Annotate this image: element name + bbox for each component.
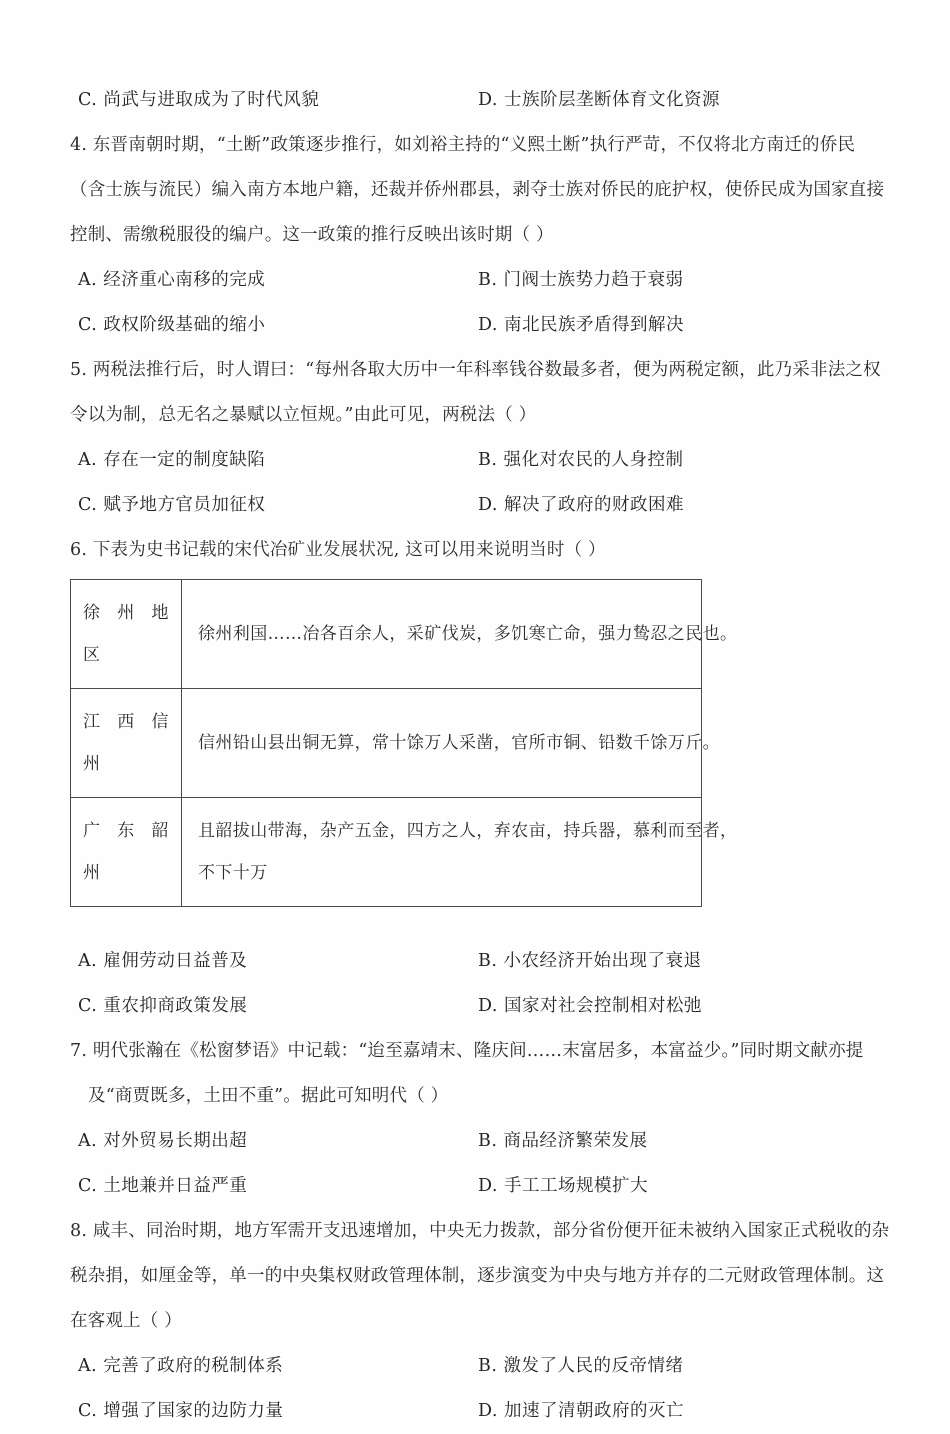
table-options-spacer [70, 917, 880, 939]
question-6-options-row-1 [70, 939, 880, 984]
question-5-option-d: D. 解决了政府的财政困难 [478, 495, 685, 515]
question-4-option-c: C. 政权阶级基础的缩小 [78, 315, 266, 335]
question-8-options-row-2 [70, 1389, 880, 1434]
option-c: C. 尚武与进取成为了时代风貌 [78, 90, 320, 110]
region-1-line-1: 徐州地 [83, 603, 169, 623]
question-6-option-b: B. 小农经济开始出现了衰退 [478, 951, 702, 971]
question-8-line-1: 8. 咸丰、同治时期，地方军需开支迅速增加，中央无力拨款，部分省份便开征未被纳入国家正式税收的杂 [70, 1221, 890, 1241]
quote-3-line-2: 不下十万 [198, 863, 268, 883]
question-4-body [70, 123, 885, 258]
table-row [71, 798, 702, 907]
question-4-option-b: B. 门阀士族势力趋于衰弱 [478, 270, 684, 290]
question-7-option-d: D. 手工工场规模扩大 [478, 1176, 649, 1196]
question-5-body [70, 348, 880, 438]
table-cell-quote-2 [182, 689, 720, 798]
table-cell-quote-3 [182, 798, 738, 907]
option-d: D. 士族阶层垄断体育文化资源 [478, 90, 721, 110]
region-3-line-1: 广东韶 [83, 821, 169, 841]
question-7-line-1: 7. 明代张瀚在《松窗梦语》中记载：“迨至嘉靖末、隆庆间……末富居多，本富益少。”同时期文献亦提 [70, 1041, 864, 1061]
table-cell-region-3 [71, 798, 182, 907]
question-7-body [70, 1029, 880, 1119]
quote-3-line-1: 且韶拔山带海，杂产五金，四方之人，弃农亩，持兵器，慕利而至者， [198, 821, 738, 841]
question-8-option-c: C. 增强了国家的边防力量 [78, 1401, 284, 1421]
table-cell-region-1 [71, 580, 182, 689]
question-4-options-row-1 [70, 258, 880, 303]
question-4-line-2: （含士族与流民）编入南方本地户籍，还裁并侨州郡县，剥夺士族对侨民的庇护权，使侨民成为国家直接 [70, 180, 885, 200]
question-8-line-2: 税杂捐，如厘金等，单一的中央集权财政管理体制，逐步演变为中央与地方并存的二元财政管理体制。这 [70, 1266, 885, 1286]
question-8-options-row-1 [70, 1344, 880, 1389]
question-6-option-d: D. 国家对社会控制相对松弛 [478, 996, 703, 1016]
question-5-line-1: 5. 两税法推行后，时人谓曰：“每州各取大历中一年科率钱谷数最多者，便为两税定额，此乃采非法之权 [70, 360, 881, 380]
question-6-option-a: A. 雇佣劳动日益普及 [78, 951, 248, 971]
song-mining-table-wrap [70, 579, 880, 907]
region-3-line-2: 州 [83, 863, 101, 883]
table-cell-quote-1 [182, 580, 738, 689]
region-1-line-2: 区 [83, 645, 101, 665]
question-8-line-3: 在客观上（ ） [70, 1311, 182, 1331]
question-5-option-b: B. 强化对农民的人身控制 [478, 450, 684, 470]
table-row [71, 580, 702, 689]
question-7-option-c: C. 土地兼并日益严重 [78, 1176, 248, 1196]
question-8-option-b: B. 激发了人民的反帝情绪 [478, 1356, 684, 1376]
question-6-body [70, 528, 880, 573]
question-7-line-2: 及“商贾既多，土田不重”。据此可知明代（ ） [88, 1086, 449, 1106]
region-2-line-1: 江西信 [83, 712, 169, 732]
question-5-option-a: A. 存在一定的制度缺陷 [78, 450, 266, 470]
question-6-line-1: 6. 下表为史书记载的宋代冶矿业发展状况, 这可以用来说明当时（ ） [70, 540, 606, 560]
question-4-line-1: 4. 东晋南朝时期，“土断”政策逐步推行，如刘裕主持的“义熙土断”执行严苛，不仅将北方南迁的侨民 [70, 135, 856, 155]
question-7-option-a: A. 对外贸易长期出超 [78, 1131, 248, 1151]
question-4-option-d: D. 南北民族矛盾得到解决 [478, 315, 685, 335]
question-8-body [70, 1209, 890, 1344]
question-5-options-row-2 [70, 483, 880, 528]
question-5-options-row-1 [70, 438, 880, 483]
question-5-option-c: C. 赋予地方官员加征权 [78, 495, 266, 515]
question-5-line-2: 令以为制，总无名之暴赋以立恒规。”由此可见，两税法（ ） [70, 405, 537, 425]
table-cell-region-2 [71, 689, 182, 798]
region-2-line-2: 州 [83, 754, 101, 774]
question-8-option-d: D. 加速了清朝政府的灭亡 [478, 1401, 685, 1421]
question-4-options-row-2 [70, 303, 880, 348]
song-mining-table [70, 579, 738, 907]
question-7-option-b: B. 商品经济繁荣发展 [478, 1131, 648, 1151]
question-4-line-3: 控制、需缴税服役的编户。这一政策的推行反映出该时期（ ） [70, 225, 554, 245]
quote-1-line-1: 徐州利国……冶各百余人，采矿伐炭，多饥寒亡命，强力鸷忍之民也。 [198, 624, 738, 644]
question-7-options-row-1 [70, 1119, 880, 1164]
question-6-option-c: C. 重农抑商政策发展 [78, 996, 248, 1016]
question-6-options-row-2 [70, 984, 880, 1029]
question-8-option-a: A. 完善了政府的税制体系 [78, 1356, 284, 1376]
question-7-options-row-2 [70, 1164, 880, 1209]
question-4-option-a: A. 经济重心南移的完成 [78, 270, 266, 290]
page-content [70, 78, 890, 1434]
quote-2-line-1: 信州铅山县出铜无算，常十馀万人采凿，官所市铜、铅数千馀万斤。 [198, 733, 720, 753]
carryover-option-row [70, 78, 880, 123]
table-row [71, 689, 702, 798]
